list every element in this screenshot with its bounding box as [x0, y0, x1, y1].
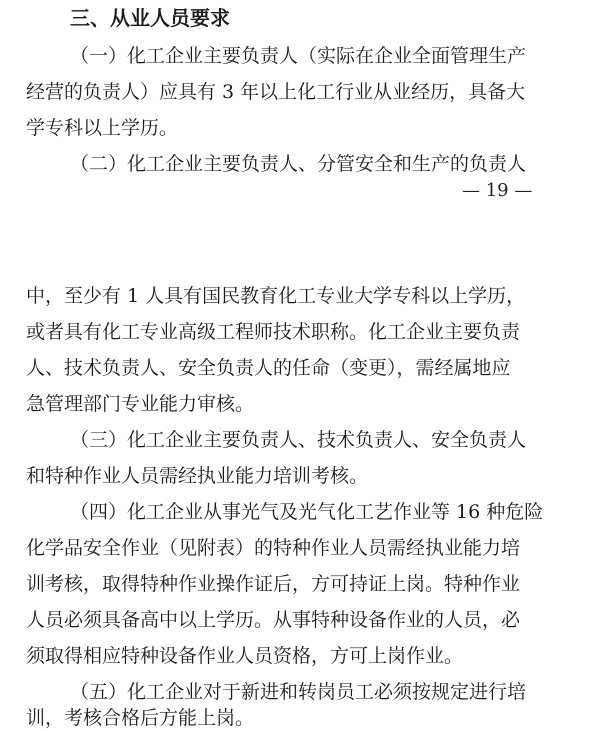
para5-line-2: 训，考核合格后方能上岗。 [26, 707, 255, 729]
para5-line-1: （五）化工企业对于新进和转岗员工必须按规定进行培 [70, 681, 527, 703]
para2-cont-line-3: 人、技术负责人、安全负责人的任命（变更），需经属地应 [26, 357, 511, 379]
section-heading: 三、从业人员要求 [70, 6, 230, 30]
para2-cont-line-4: 急管理部门专业能力审核。 [26, 393, 255, 415]
para1-line-2: 经营的负责人）应具有 3 年以上化工行业从业经历，具备大 [26, 81, 526, 103]
para4-line-1: （四）化工企业从事光气及光气化工艺作业等 16 种危险 [70, 501, 544, 523]
page-number: — 19 — [462, 180, 533, 201]
para3-line-1: （三）化工企业主要负责人、技术负责人、安全负责人 [70, 429, 527, 451]
para3-line-2: 和特种作业人员需经执业能力培训考核。 [26, 465, 369, 487]
para2-line-1: （二）化工企业主要负责人、分管安全和生产的负责人 [70, 153, 527, 175]
para1-line-1: （一）化工企业主要负责人（实际在企业全面管理生产 [70, 45, 527, 67]
para4-line-4: 人员必须具备高中以上学历。从事特种设备作业的人员，必 [26, 609, 521, 631]
para2-cont-line-1: 中，至少有 1 人具有国民教育化工专业大学专科以上学历， [26, 285, 526, 307]
para1-line-3: 学专科以上学历。 [26, 117, 179, 139]
para2-cont-line-2: 或者具有化工专业高级工程师技术职称。化工企业主要负责 [26, 321, 521, 343]
para4-line-5: 须取得相应特种设备作业人员资格，方可上岗作业。 [26, 645, 464, 667]
para4-line-3: 训考核，取得特种作业操作证后，方可持证上岗。特种作业 [26, 573, 521, 595]
para4-line-2: 化学品安全作业（见附表）的特种作业人员需经执业能力培 [26, 537, 521, 559]
